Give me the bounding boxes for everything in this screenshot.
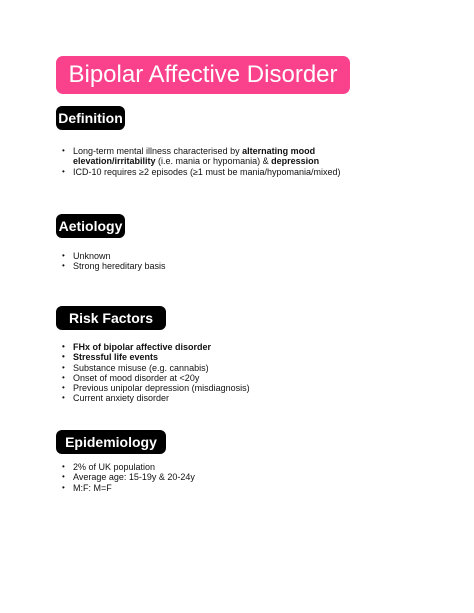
list-item: • Stressful life events bbox=[62, 352, 250, 362]
epidemiology-list bbox=[62, 462, 195, 493]
list-item: • ICD-10 requires ≥2 episodes (≥1 must be mania/hypomania/mixed) bbox=[62, 167, 352, 177]
aetiology-list bbox=[62, 251, 166, 272]
definition-text-1: Long-term mental illness characterised by bbox=[73, 146, 243, 156]
definition-text-2: (i.e. mania or hypomania) & bbox=[155, 156, 272, 167]
list-item: • Average age: 15-19y & 20-24y bbox=[62, 472, 195, 482]
definition-bold-2: depression bbox=[271, 156, 320, 167]
definition-bold-1: alternating mood elevation/irritability bbox=[73, 146, 316, 167]
definition-heading: Definition bbox=[56, 106, 125, 130]
list-item: • 2% of UK population bbox=[62, 462, 195, 472]
list-item: • Onset of mood disorder at <20y bbox=[62, 373, 250, 383]
list-item: • Unknown bbox=[62, 251, 166, 261]
aetiology-heading: Aetiology bbox=[56, 214, 125, 238]
list-item: • M:F: M=F bbox=[62, 483, 195, 493]
list-item bbox=[62, 146, 352, 167]
risk-factors-list bbox=[62, 342, 250, 404]
list-item: • Substance misuse (e.g. cannabis) bbox=[62, 363, 250, 373]
list-item: • Strong hereditary basis bbox=[62, 261, 166, 271]
page-title: Bipolar Affective Disorder bbox=[56, 56, 350, 94]
list-item: • Previous unipolar depression (misdiagnosis) bbox=[62, 383, 250, 393]
epidemiology-heading: Epidemiology bbox=[56, 430, 166, 454]
list-item: • Current anxiety disorder bbox=[62, 393, 250, 403]
risk-factors-heading: Risk Factors bbox=[56, 306, 166, 330]
definition-list bbox=[62, 146, 352, 177]
list-item: • FHx of bipolar affective disorder bbox=[62, 342, 250, 352]
